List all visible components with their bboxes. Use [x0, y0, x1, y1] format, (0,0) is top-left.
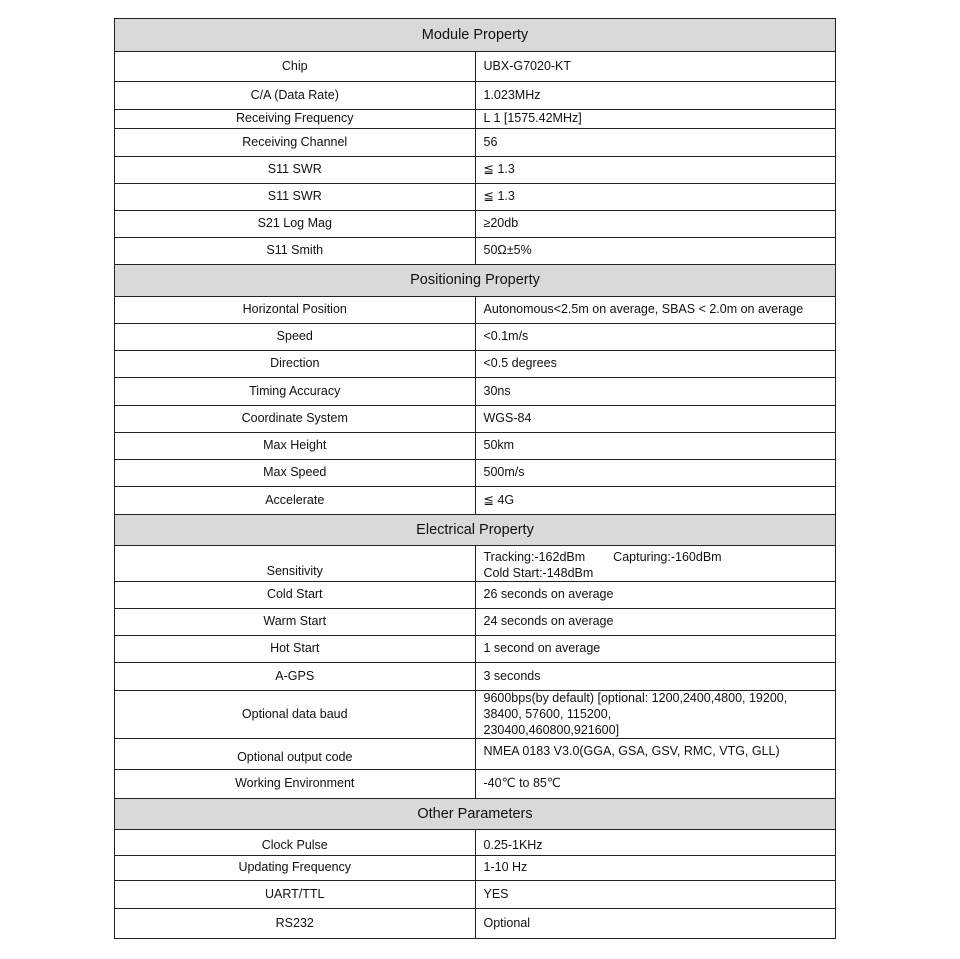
- row-value: 1.023MHz: [475, 82, 836, 110]
- table-row: [115, 909, 836, 939]
- row-value: L 1 [1575.42MHz]: [475, 110, 836, 129]
- row-label: Clock Pulse: [115, 830, 476, 856]
- row-label: S11 Smith: [115, 238, 476, 265]
- row-label: A-GPS: [115, 663, 476, 691]
- row-value: Optional: [475, 909, 836, 939]
- table-row: [115, 238, 836, 265]
- row-label: Working Environment: [115, 770, 476, 799]
- row-label: Receiving Frequency: [115, 110, 476, 129]
- row-label: Optional data baud: [115, 691, 476, 739]
- row-value: 50Ω±5%: [475, 238, 836, 265]
- section-title: Electrical Property: [115, 515, 836, 546]
- row-label: Updating Frequency: [115, 856, 476, 881]
- row-label: Optional output code: [115, 739, 476, 770]
- row-label: Horizontal Position: [115, 297, 476, 324]
- table-row: [115, 110, 836, 129]
- sensitivity-cold-start: Cold Start:-148dBm: [483, 565, 594, 580]
- baud-line-2: 230400,460800,921600]: [483, 722, 620, 737]
- row-label: S21 Log Mag: [115, 211, 476, 238]
- section-title: Module Property: [115, 19, 836, 52]
- table-row: [115, 82, 836, 110]
- row-value: ≦ 4G: [475, 487, 836, 515]
- row-label: Chip: [115, 52, 476, 82]
- row-label: C/A (Data Rate): [115, 82, 476, 110]
- row-label: Speed: [115, 324, 476, 351]
- row-label: Direction: [115, 351, 476, 378]
- table-row: [115, 609, 836, 636]
- row-value: 24 seconds on average: [475, 609, 836, 636]
- row-value: <0.1m/s: [475, 324, 836, 351]
- row-value: 26 seconds on average: [475, 582, 836, 609]
- row-value: 56: [475, 129, 836, 157]
- table-row: [115, 378, 836, 406]
- row-value: 1 second on average: [475, 636, 836, 663]
- row-value: WGS-84: [475, 406, 836, 433]
- row-value: 0.25-1KHz: [475, 830, 836, 856]
- row-label: S11 SWR: [115, 184, 476, 211]
- table-row: [115, 297, 836, 324]
- table-row: [115, 487, 836, 515]
- table-row: [115, 157, 836, 184]
- row-value: ≥20db: [475, 211, 836, 238]
- row-label: Hot Start: [115, 636, 476, 663]
- row-label: Max Height: [115, 433, 476, 460]
- table-row: [115, 663, 836, 691]
- table-row: [115, 739, 836, 770]
- table-row: [115, 324, 836, 351]
- row-value: <0.5 degrees: [475, 351, 836, 378]
- table-row: [115, 351, 836, 378]
- spec-table: [114, 18, 836, 939]
- row-label: Accelerate: [115, 487, 476, 515]
- row-value: -40℃ to 85℃: [475, 770, 836, 799]
- sensitivity-capturing: Capturing:-160dBm: [613, 550, 722, 564]
- section-header-electrical: [115, 515, 836, 546]
- row-label: Coordinate System: [115, 406, 476, 433]
- table-row: [115, 211, 836, 238]
- table-row: [115, 636, 836, 663]
- table-row: [115, 184, 836, 211]
- row-label: RS232: [115, 909, 476, 939]
- row-label: S11 SWR: [115, 157, 476, 184]
- row-label: UART/TTL: [115, 881, 476, 909]
- row-value: ≦ 1.3: [475, 157, 836, 184]
- table-row: [115, 52, 836, 82]
- section-header-other: [115, 799, 836, 830]
- baud-values: [475, 691, 836, 739]
- row-label: Max Speed: [115, 460, 476, 487]
- row-label: Timing Accuracy: [115, 378, 476, 406]
- section-title: Other Parameters: [115, 799, 836, 830]
- row-value: 3 seconds: [475, 663, 836, 691]
- section-header-positioning: [115, 265, 836, 297]
- table-row: [115, 856, 836, 881]
- table-row: [115, 433, 836, 460]
- table-row: [115, 582, 836, 609]
- table-row: [115, 129, 836, 157]
- section-title: Positioning Property: [115, 265, 836, 297]
- row-value: YES: [475, 881, 836, 909]
- row-value: 30ns: [475, 378, 836, 406]
- table-row: [115, 546, 836, 582]
- section-header-module: [115, 19, 836, 52]
- table-row: [115, 460, 836, 487]
- table-row: [115, 881, 836, 909]
- row-value: ≦ 1.3: [475, 184, 836, 211]
- table-row: [115, 691, 836, 739]
- baud-line-1: 9600bps(by default) [optional: 1200,2400,4800, 19200, 38400, 57600, 115200,: [483, 691, 788, 721]
- row-value: UBX-G7020-KT: [475, 52, 836, 82]
- row-value: 50km: [475, 433, 836, 460]
- row-value: Autonomous<2.5m on average, SBAS < 2.0m on average: [475, 297, 836, 324]
- row-label: Warm Start: [115, 609, 476, 636]
- row-label: Sensitivity: [115, 546, 476, 582]
- row-value: 1-10 Hz: [475, 856, 836, 881]
- row-label: Cold Start: [115, 582, 476, 609]
- table-row: [115, 830, 836, 856]
- table-row: [115, 770, 836, 799]
- sensitivity-tracking: Tracking:-162dBm: [483, 550, 586, 564]
- row-value: 500m/s: [475, 460, 836, 487]
- table-row: [115, 406, 836, 433]
- row-label: Receiving Channel: [115, 129, 476, 157]
- row-value: NMEA 0183 V3.0(GGA, GSA, GSV, RMC, VTG, GLL): [475, 739, 836, 770]
- sensitivity-values: [475, 546, 836, 582]
